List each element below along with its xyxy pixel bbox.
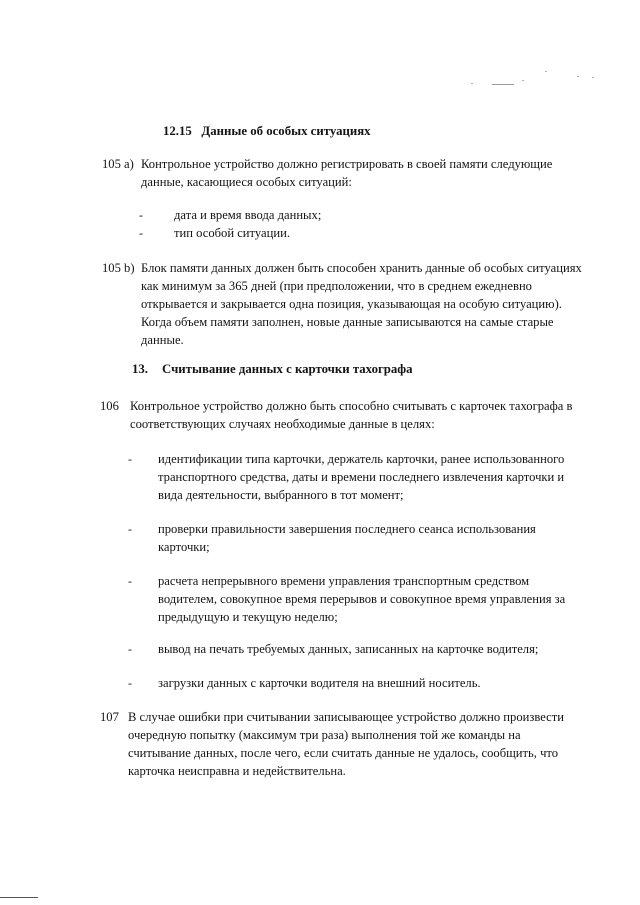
bullet-dash: - xyxy=(128,522,132,536)
bullet-dash: - xyxy=(139,208,143,222)
para-106-line: Контрольное устройство должно быть способно считывать с карточек тахографа в xyxy=(130,399,573,413)
para-107-line: очередную попытку (максимум три раза) выполнения той же команды на xyxy=(128,728,521,742)
para-106-label: 106 xyxy=(100,399,119,413)
list-item-line: идентификации типа карточки, держатель карточки, ранее использованного xyxy=(158,452,565,466)
list-item-line: проверки правильности завершения последнего сеанса использования xyxy=(158,522,536,536)
list-item-line: загрузки данных с карточки водителя на внешний носитель. xyxy=(158,676,481,690)
list-item-line: вида деятельности, выбранного в тот момент; xyxy=(158,488,404,502)
bullet-dash: - xyxy=(128,574,132,588)
para-105a-line: Контрольное устройство должно регистрировать в своей памяти следующие xyxy=(141,157,553,171)
scan-edge-line xyxy=(0,897,38,898)
para-105a-line: данные, касающиеся особых ситуаций: xyxy=(141,175,352,189)
bullet-dash: - xyxy=(139,226,143,240)
scan-artifact xyxy=(592,77,594,78)
para-105b-line: открывается и закрывается одна позиция, указывающая на особую ситуацию). xyxy=(141,297,562,311)
para-107-line: карточка неисправна и недействительна. xyxy=(128,764,346,778)
list-item-line: карточки; xyxy=(158,540,210,554)
scan-artifact xyxy=(471,83,473,84)
section-title: Данные об особых ситуациях xyxy=(201,124,371,138)
para-107-line: считывание данных, после чего, если считать данные не удалось, сообщить, что xyxy=(128,746,559,760)
list-item-line: предыдущую и текущую неделю; xyxy=(158,610,338,624)
para-107-line: В случае ошибки при считывании записывающее устройство должно произвести xyxy=(128,710,564,724)
list-item-line: водителем, совокупное время перерывов и совокупное время управления за xyxy=(158,592,566,606)
para-105b-line: Когда объем памяти заполнен, новые данные записываются на самые старые xyxy=(141,315,554,329)
scan-artifact xyxy=(545,71,547,72)
para-105b-line: данные. xyxy=(141,333,184,347)
para-107-label: 107 xyxy=(100,710,119,724)
scan-artifact xyxy=(577,76,579,77)
list-item: дата и время ввода данных; xyxy=(174,208,322,222)
bullet-dash: - xyxy=(128,642,132,656)
list-item-line: транспортного средства, даты и времени последнего извлечения карточки и xyxy=(158,470,565,484)
bullet-dash: - xyxy=(128,452,132,466)
para-105b-line: как минимум за 365 дней (при предположении, что в среднем ежедневно xyxy=(141,279,532,293)
para-105b-line: Блок памяти данных должен быть способен хранить данные об особых ситуациях xyxy=(141,261,582,275)
list-item-line: расчета непрерывного времени управления транспортным средством xyxy=(158,574,530,588)
list-item: тип особой ситуации. xyxy=(174,226,290,240)
section-13-title: Считывание данных с карточки тахографа xyxy=(162,362,413,376)
para-106-line: соответствующих случаях необходимые данные в целях: xyxy=(130,417,435,431)
section-13-number: 13. xyxy=(132,362,148,376)
scan-artifact xyxy=(522,80,524,81)
section-number: 12.15 xyxy=(163,124,192,138)
para-105a-label: 105 a) xyxy=(102,157,134,171)
bullet-dash: - xyxy=(128,676,132,690)
para-105b-label: 105 b) xyxy=(102,261,135,275)
scan-artifact xyxy=(492,84,514,85)
section-12-15-heading xyxy=(163,122,371,140)
list-item-line: вывод на печать требуемых данных, записанных на карточке водителя; xyxy=(158,642,539,656)
